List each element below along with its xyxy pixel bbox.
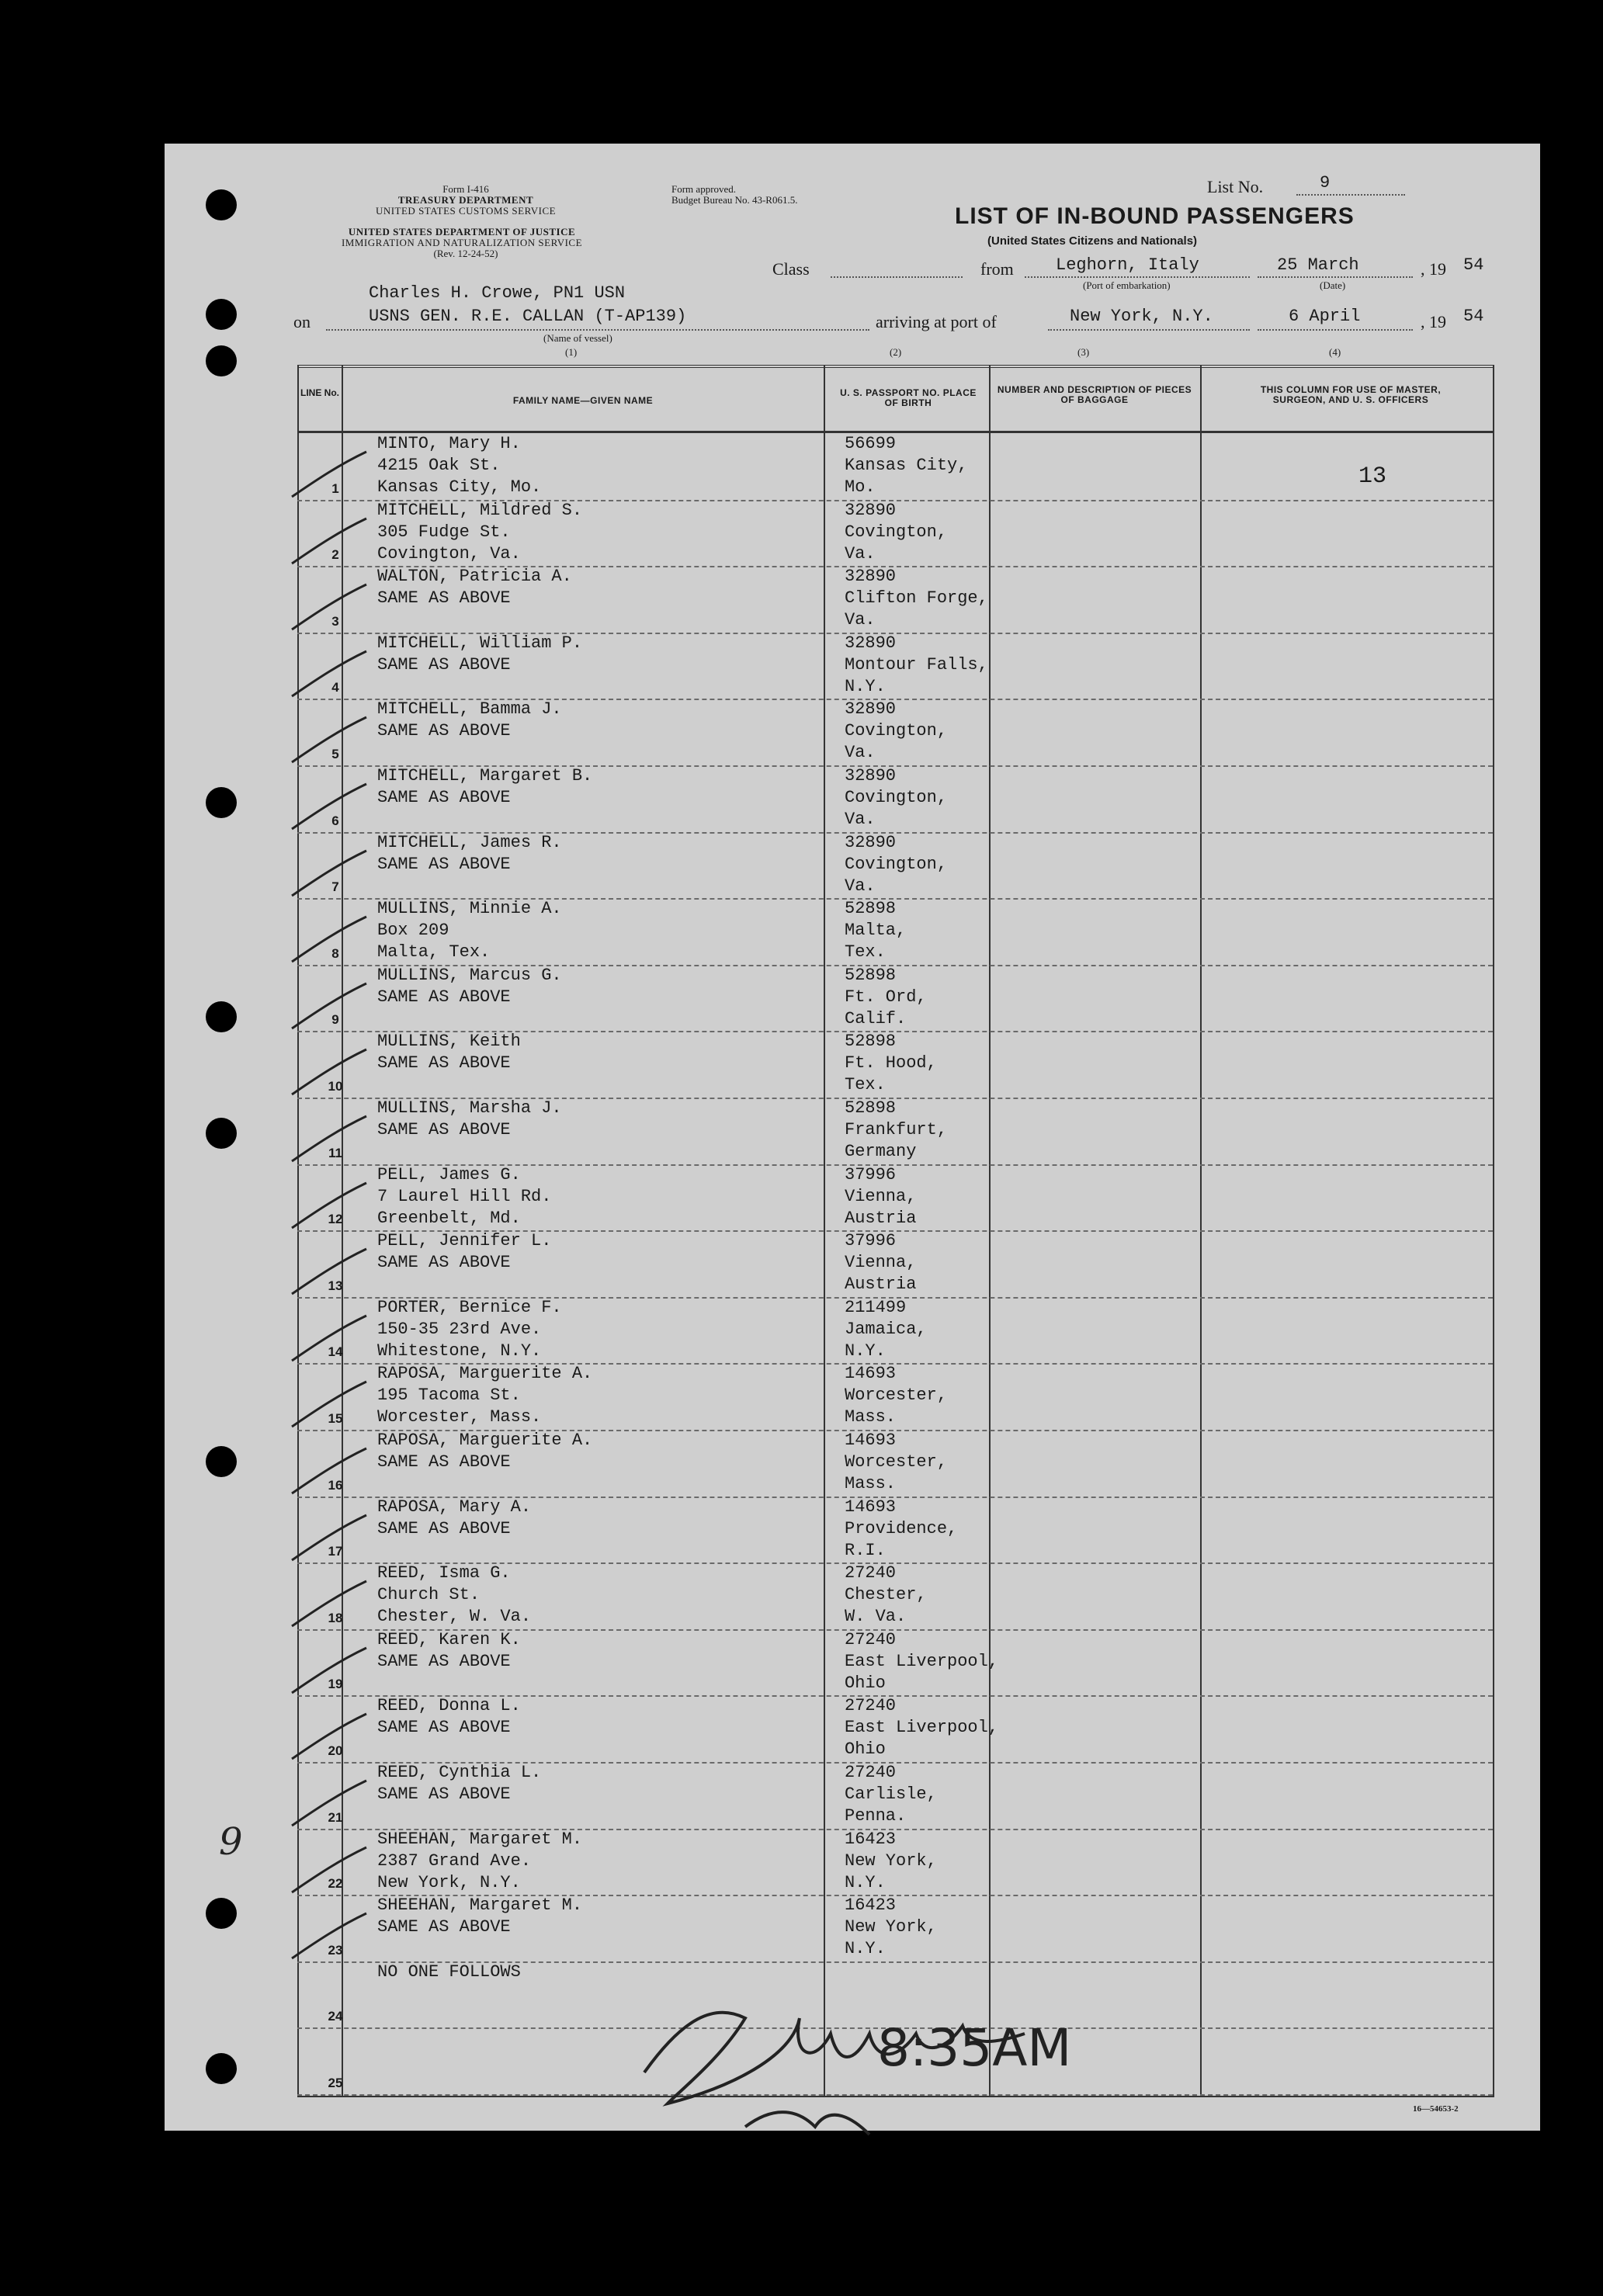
line-number: 10 xyxy=(328,1079,343,1094)
line-number: 24 xyxy=(328,2009,343,2024)
form-number: Form I-416 xyxy=(442,183,489,195)
passenger-name: RAPOSA, Mary A. SAME AS ABOVE xyxy=(377,1497,532,1538)
port-embark-caption: (Port of embarkation) xyxy=(1083,279,1171,291)
date-caption: (Date) xyxy=(1320,279,1346,291)
line-number: 7 xyxy=(331,879,339,895)
line-number: 19 xyxy=(328,1677,343,1692)
passenger-name: PELL, James G. 7 Laurel Hill Rd. Greenbelt, Md. xyxy=(377,1164,552,1228)
line-number: 21 xyxy=(328,1809,343,1825)
passenger-name: MITCHELL, Mildred S. 305 Fudge St. Covington, Va. xyxy=(377,500,583,564)
passport-birthplace: 16423 New York, N.Y. xyxy=(845,1895,937,1959)
check-mark xyxy=(286,1512,371,1566)
line-number: 1 xyxy=(331,480,339,496)
passport-birthplace: 14693 Worcester, Mass. xyxy=(845,1431,948,1493)
line-number: 3 xyxy=(331,613,339,629)
passenger-name: REED, Isma G. Church St. Chester, W. Va. xyxy=(377,1563,532,1627)
budget-bureau: Budget Bureau No. 43-R061.5. xyxy=(671,194,798,206)
passenger-name: MULLINS, Minnie A. Box 209 Malta, Tex. xyxy=(377,899,562,962)
department-of-justice: UNITED STATES DEPARTMENT OF JUSTICE xyxy=(348,226,576,238)
revision-date: (Rev. 12-24-52) xyxy=(433,248,498,259)
footer-code: 16—54653-2 xyxy=(1413,2104,1459,2114)
binder-hole xyxy=(206,787,237,818)
line-number: 4 xyxy=(331,680,339,695)
column-number: (4) xyxy=(1329,346,1341,358)
check-mark xyxy=(286,848,371,902)
passenger-name: SHEEHAN, Margaret M. SAME AS ABOVE xyxy=(377,1895,583,1937)
passport-birthplace: 32890 Covington, Va. xyxy=(845,766,948,829)
binder-hole xyxy=(206,299,237,330)
check-mark xyxy=(286,1246,371,1300)
passport-birthplace: 52898 Malta, Tex. xyxy=(845,899,907,962)
passport-birthplace: 27240 Chester, W. Va. xyxy=(845,1563,927,1627)
passenger-name: WALTON, Patricia A. SAME AS ABOVE xyxy=(377,567,572,609)
on-label: on xyxy=(293,312,311,331)
check-mark xyxy=(286,781,371,835)
officer-note: 13 xyxy=(1358,463,1387,490)
embark-date: 25 March xyxy=(1277,255,1359,275)
embark-year-suffix: 54 xyxy=(1463,255,1484,275)
line-number: 5 xyxy=(331,747,339,761)
check-mark xyxy=(286,714,371,768)
passenger-name: MULLINS, Marsha J. SAME AS ABOVE xyxy=(377,1098,562,1139)
arrival-year-suffix: 54 xyxy=(1463,307,1484,326)
passenger-name: MINTO, Mary H. 4215 Oak St. Kansas City, Mo. xyxy=(377,434,542,497)
line-no-header: LINE No. xyxy=(300,387,339,398)
arrival-date: 6 April xyxy=(1289,307,1361,326)
binder-hole xyxy=(206,189,237,220)
check-mark xyxy=(286,1445,371,1500)
passenger-name: MITCHELL, Margaret B. SAME AS ABOVE xyxy=(377,766,593,807)
year-prefix: , 19 xyxy=(1421,259,1446,279)
check-mark xyxy=(286,1844,371,1899)
passenger-name: REED, Karen K. SAME AS ABOVE xyxy=(377,1629,521,1671)
check-mark xyxy=(286,1645,371,1699)
passport-birthplace: 52898 Frankfurt, Germany xyxy=(845,1098,948,1161)
line-number: 20 xyxy=(328,1743,343,1758)
line-number: 17 xyxy=(328,1544,343,1559)
binder-hole xyxy=(206,345,237,376)
check-mark xyxy=(286,1313,371,1367)
column-number: (2) xyxy=(890,346,902,358)
check-mark xyxy=(286,581,371,636)
passport-birthplace: 14693 Worcester, Mass. xyxy=(845,1364,948,1427)
passenger-name: PELL, Jennifer L. SAME AS ABOVE xyxy=(377,1231,552,1273)
passport-birthplace: 27240 Carlisle, Penna. xyxy=(845,1763,937,1826)
passport-birthplace: 32890 Covington, Va. xyxy=(845,500,948,564)
line-number: 22 xyxy=(328,1876,343,1892)
vessel-caption: (Name of vessel) xyxy=(543,332,612,344)
passport-birthplace: 32890 Clifton Forge, Va. xyxy=(845,567,988,630)
check-mark xyxy=(286,648,371,702)
passport-birthplace: 37996 Vienna, Austria xyxy=(845,1164,917,1228)
passenger-name: PORTER, Bernice F. 150-35 23rd Ave. Whitestone, N.Y. xyxy=(377,1297,562,1361)
check-mark xyxy=(286,515,371,570)
passenger-name: MULLINS, Keith SAME AS ABOVE xyxy=(377,1032,521,1073)
check-mark xyxy=(286,1180,371,1234)
check-mark xyxy=(286,914,371,968)
passport-birthplace: 14693 Providence, R.I. xyxy=(845,1497,958,1560)
passenger-name: MITCHELL, James R. SAME AS ABOVE xyxy=(377,832,562,874)
officer-name: Charles H. Crowe, PN1 USN xyxy=(369,283,626,303)
passenger-name: MITCHELL, Bamma J. SAME AS ABOVE xyxy=(377,699,562,741)
binder-hole xyxy=(206,2053,237,2084)
form-approved: Form approved. xyxy=(671,183,737,195)
class-label: Class xyxy=(772,259,810,279)
check-mark xyxy=(286,980,371,1035)
check-mark xyxy=(286,1711,371,1765)
line-number: 6 xyxy=(331,813,339,828)
binder-hole xyxy=(206,1446,237,1477)
arriving-label: arriving at port of xyxy=(876,312,997,331)
arrival-port: New York, N.Y. xyxy=(1070,307,1213,326)
passenger-name: RAPOSA, Marguerite A. 195 Tacoma St. Worcester, Mass. xyxy=(377,1364,593,1427)
check-mark xyxy=(286,1910,371,1965)
from-label: from xyxy=(980,259,1014,279)
list-no-value: 9 xyxy=(1320,173,1331,192)
passenger-name: SHEEHAN, Margaret M. 2387 Grand Ave. New York, N.Y. xyxy=(377,1829,583,1892)
check-mark xyxy=(286,1578,371,1632)
name-header: FAMILY NAME—GIVEN NAME xyxy=(512,395,654,406)
line-number: 23 xyxy=(328,1942,343,1958)
binder-hole xyxy=(206,1898,237,1929)
line-number: 16 xyxy=(328,1477,343,1493)
check-mark xyxy=(286,1379,371,1433)
check-mark xyxy=(286,1113,371,1167)
passport-birthplace: 16423 New York, N.Y. xyxy=(845,1829,937,1892)
line-number: 25 xyxy=(328,2076,343,2090)
vessel-name: USNS GEN. R.E. CALLAN (T-AP139) xyxy=(369,307,687,326)
passport-birthplace: 56699 Kansas City, Mo. xyxy=(845,434,968,497)
passport-header: U. S. PASSPORT NO. PLACE OF BIRTH xyxy=(840,387,977,408)
treasury-department: TREASURY DEPARTMENT xyxy=(397,194,534,206)
binder-hole xyxy=(206,1001,237,1032)
line-number: 14 xyxy=(328,1344,343,1360)
margin-number: 9 xyxy=(219,1820,243,1864)
line-number: 13 xyxy=(328,1278,343,1293)
time-stamp: 8:35AM xyxy=(877,2018,1072,2078)
binder-hole xyxy=(206,1118,237,1149)
page-subtitle: (United States Citizens and Nationals) xyxy=(987,234,1198,248)
line-number: 11 xyxy=(328,1145,342,1160)
page-title: LIST OF IN-BOUND PASSENGERS xyxy=(955,203,1355,229)
year-prefix: , 19 xyxy=(1421,312,1446,331)
passenger-name: REED, Cynthia L. SAME AS ABOVE xyxy=(377,1763,542,1804)
check-mark xyxy=(286,449,371,503)
passport-birthplace: 52898 Ft. Hood, Tex. xyxy=(845,1032,937,1095)
officers-header: THIS COLUMN FOR USE OF MASTER, SURGEON, AND U. S. OFFICERS xyxy=(1260,384,1442,405)
baggage-header: NUMBER AND DESCRIPTION OF PIECES OF BAGGAGE xyxy=(997,384,1192,405)
passenger-name: MITCHELL, William P. SAME AS ABOVE xyxy=(377,633,583,675)
list-no-label: List No. xyxy=(1207,177,1264,196)
embark-port: Leghorn, Italy xyxy=(1056,255,1199,275)
passport-birthplace: 27240 East Liverpool, Ohio xyxy=(845,1696,999,1760)
line-number: 15 xyxy=(328,1411,343,1426)
passenger-name: NO ONE FOLLOWS xyxy=(377,1961,521,1982)
column-number: (3) xyxy=(1077,346,1090,358)
line-number: 9 xyxy=(331,1012,339,1028)
check-mark xyxy=(286,1046,371,1101)
customs-service: UNITED STATES CUSTOMS SERVICE xyxy=(375,205,557,217)
column-number: (1) xyxy=(565,346,578,358)
passport-birthplace: 32890 Covington, Va. xyxy=(845,832,948,896)
passport-birthplace: 27240 East Liverpool, Ohio xyxy=(845,1629,999,1693)
passport-birthplace: 52898 Ft. Ord, Calif. xyxy=(845,965,927,1028)
passport-birthplace: 37996 Vienna, Austria xyxy=(845,1231,917,1295)
line-number: 18 xyxy=(328,1610,343,1625)
passenger-name: RAPOSA, Marguerite A. SAME AS ABOVE xyxy=(377,1431,593,1472)
line-number: 8 xyxy=(331,945,339,961)
passport-birthplace: 32890 Montour Falls, N.Y. xyxy=(845,633,988,696)
passport-birthplace: 211499 Jamaica, N.Y. xyxy=(845,1297,927,1361)
line-number: 2 xyxy=(331,547,339,563)
line-number: 12 xyxy=(328,1212,343,1227)
check-mark xyxy=(286,1777,371,1832)
naturalization-service: IMMIGRATION AND NATURALIZATION SERVICE xyxy=(341,237,583,248)
passport-birthplace: 32890 Covington, Va. xyxy=(845,699,948,763)
passenger-name: REED, Donna L. SAME AS ABOVE xyxy=(377,1696,521,1738)
passenger-name: MULLINS, Marcus G. SAME AS ABOVE xyxy=(377,965,562,1007)
inspector-signature xyxy=(621,1972,1056,2142)
